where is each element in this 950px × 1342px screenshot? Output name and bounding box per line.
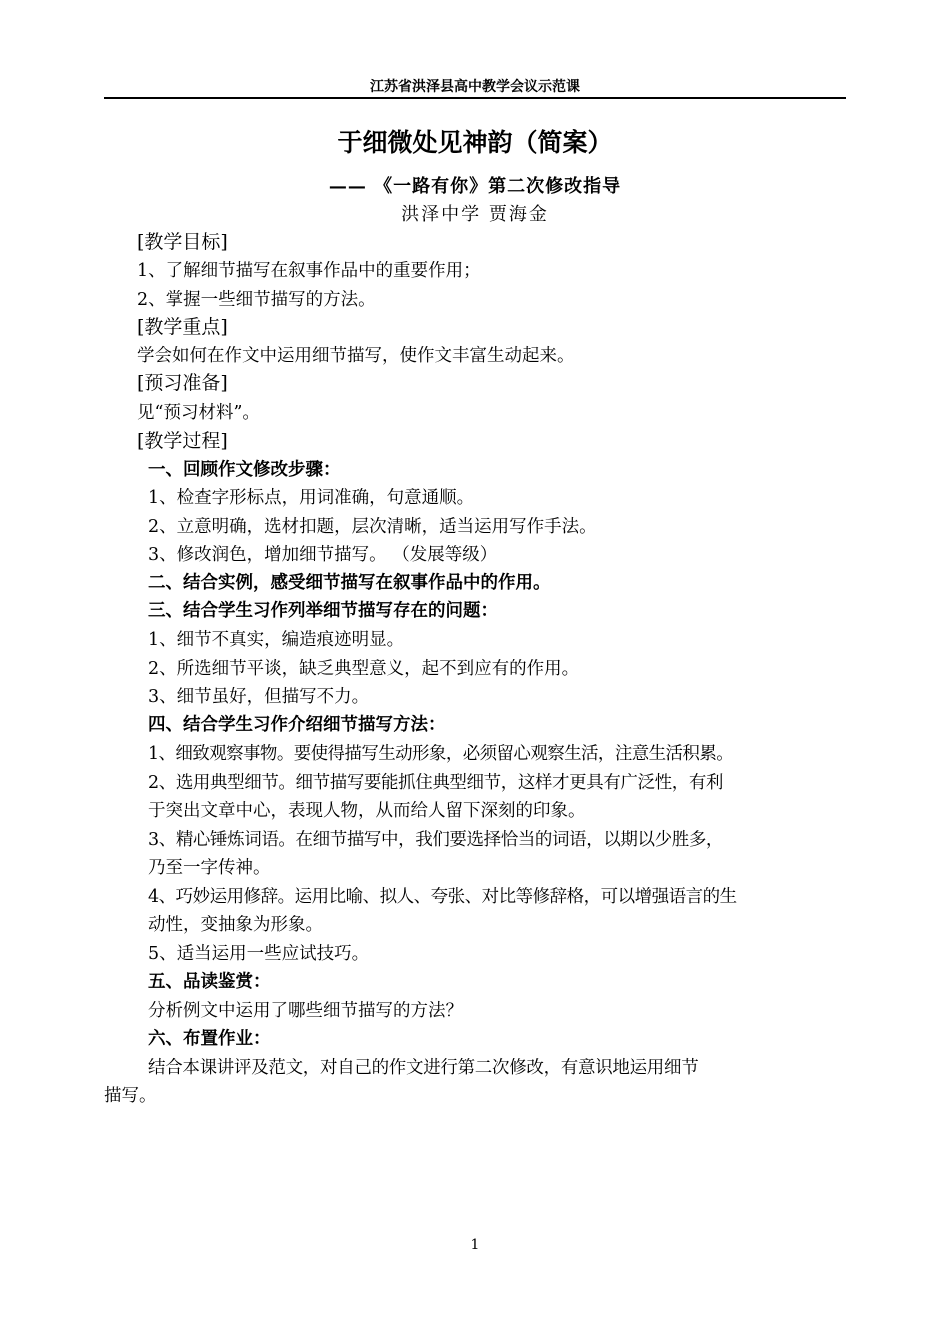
step3-item: 1、细节不真实，编造痕迹明显。 [148, 630, 405, 650]
step5-heading: 五、品读鉴赏： [148, 972, 271, 992]
author-line: 洪泽中学 贾海金 [401, 204, 549, 225]
step3-item: 3、细节虽好，但描写不力。 [148, 687, 370, 707]
objective-item: 2、掌握一些细节描写的方法。 [137, 290, 376, 310]
preparation-heading: [预习准备] [137, 372, 228, 394]
objectives-heading: [教学目标] [137, 231, 228, 253]
key-points-heading: [教学重点] [137, 316, 228, 338]
step4-line: 5、适当运用一些应试技巧。 [148, 944, 370, 964]
preparation-text: 见“预习材料”。 [137, 403, 260, 423]
step1-item: 1、检查字形标点，用词准确，句意通顺。 [148, 488, 475, 508]
step4-line: 3、精心锤炼词语。在细节描写中，我们要选择恰当的词语，以期以少胜多， [148, 830, 724, 850]
step4-line: 2、选用典型细节。细节描写要能抓住典型细节，这样才更具有广泛性，有利 [148, 773, 724, 793]
objective-item: 1、了解细节描写在叙事作品中的重要作用； [137, 261, 481, 281]
step2-heading: 二、结合实例，感受细节描写在叙事作品中的作用。 [148, 573, 551, 593]
step4-line: 动性，变抽象为形象。 [148, 915, 323, 935]
step4-line: 1、细致观察事物。要使得描写生动形象，必须留心观察生活，注意生活积累。 [148, 744, 734, 764]
step1-item: 2、立意明确，选材扣题，层次清晰，适当运用写作手法。 [148, 517, 597, 537]
step3-item: 2、所选细节平谈，缺乏典型意义，起不到应有的作用。 [148, 659, 580, 679]
process-heading: [教学过程] [137, 430, 228, 452]
step4-line: 于突出文章中心，表现人物，从而给人留下深刻的印象。 [148, 801, 586, 821]
step1-heading: 一、回顾作文修改步骤： [148, 460, 341, 480]
document-title: 于细微处见神韵（简案） [337, 128, 613, 157]
running-header: 江苏省洪泽县高中教学会议示范课 [370, 79, 580, 95]
step4-line: 4、巧妙运用修辞。运用比喻、拟人、夸张、对比等修辞格，可以增强语言的生 [148, 887, 737, 907]
step4-line: 乃至一字传神。 [148, 858, 271, 878]
header-rule [104, 97, 846, 99]
step6-line: 结合本课讲评及范文，对自己的作文进行第二次修改，有意识地运用细节 [148, 1058, 699, 1078]
step6-heading: 六、布置作业： [148, 1029, 271, 1049]
step3-heading: 三、结合学生习作列举细节描写存在的问题： [148, 601, 498, 621]
step1-item: 3、修改润色，增加细节描写。 （发展等级） [148, 545, 498, 565]
page-number: 1 [470, 1237, 480, 1253]
key-points-text: 学会如何在作文中运用细节描写，使作文丰富生动起来。 [137, 346, 575, 366]
document-subtitle: —— 《一路有你》第二次修改指导 [328, 176, 622, 197]
step4-heading: 四、结合学生习作介绍细节描写方法： [148, 715, 446, 735]
step5-text: 分析例文中运用了哪些细节描写的方法？ [148, 1001, 463, 1021]
step6-line: 描写。 [104, 1086, 157, 1106]
